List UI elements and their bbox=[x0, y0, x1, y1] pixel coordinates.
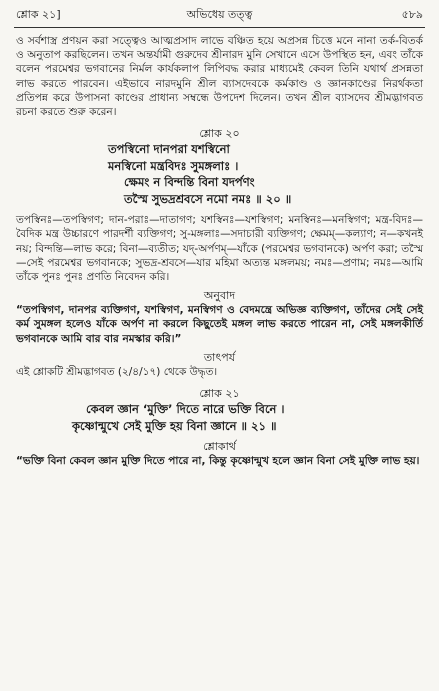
sloka-20-heading: শ্লোক ২০ bbox=[199, 127, 240, 141]
verse-line: কৃষ্ণোন্মুখে সেই মুক্তি হয় বিনা জ্ঞানে ॥ ২১ ॥ bbox=[72, 419, 277, 434]
page-number: ৫৮৯ bbox=[401, 8, 423, 21]
header-chapter-title: অভিধেয় তত্ত্ব bbox=[186, 8, 253, 21]
translation-label: অনুবাদ bbox=[203, 289, 236, 303]
sloka-20-verse bbox=[16, 141, 423, 207]
verse-line: তস্মৈ সুভদ্রশ্রবসে নমো নমঃ ॥ ২০ ॥ bbox=[124, 191, 292, 206]
sloka-21-heading: শ্লোক ২১ bbox=[199, 387, 240, 401]
running-header bbox=[16, 6, 423, 24]
verse-line: তপস্বিনো দানপরা যশস্বিনো bbox=[108, 142, 230, 157]
translation-text: “তপস্বিগণ, দানপর ব্যক্তিগণ, যশস্বিগণ, মনস্বিগণ ও বেদমন্ত্রে অভিজ্ঞ ব্যক্তিগণ, তাঁদের সেই সেই কর্ম সুমঙ্গল হলেও যাঁকে অর্পণ না করলে কিছুতেই মঙ্গল লাভ করতে পারেন না, সেই মঙ্গলকীর্তি ভগবানকে আমি বার বার নমস্কার করি।” bbox=[16, 304, 423, 345]
page-body bbox=[16, 34, 423, 468]
meaning-label: শ্লোকার্থ bbox=[203, 440, 236, 454]
sloka-21-verse bbox=[16, 401, 423, 435]
purport-text: এই শ্লোকটি শ্রীমদ্ভাগবত (২/৪/১৭) থেকে উদ্ধৃত। bbox=[16, 365, 218, 378]
verse-line: মনস্বিনো মন্ত্রবিদঃ সুমঙ্গলাঃ । bbox=[108, 158, 239, 173]
verse-line: ক্ষেমং ন বিন্দন্তি বিনা যদর্পণং bbox=[124, 175, 255, 190]
header-rule bbox=[14, 27, 425, 28]
meaning-text: “ভক্তি বিনা কেবল জ্ঞান মুক্তি দিতে পারে না, কিন্তু কৃষ্ণোন্মুখ হলে জ্ঞান বিনা সেই মুক্তি লাভ হয়। bbox=[16, 455, 420, 468]
purport-label: তাৎপর্য bbox=[203, 350, 236, 364]
verse-line: কেবল জ্ঞান ‘মুক্তি’ দিতে নারে ভক্তি বিনে । bbox=[86, 402, 285, 417]
header-verse-ref: শ্লোক ২১] bbox=[16, 8, 61, 21]
purport-continuation: ও সর্বশাস্ত্র প্রণয়ন করা সত্ত্বেও আত্মপ্রসাদ লাভে বঞ্চিত হয়ে অপ্রসন্ন চিত্তে মনে নানা তর্ক-বিতর্ক ও অনুতাপ করছিলেন। তখন অন্তর্যামী গুরুদেব শ্রীনারদ মুনি সেখানে এসে উপস্থিত হন, এবং তাঁকে বলেন পরমেশ্বর ভগবানের নির্মল কার্যকলাপ লিপিবদ্ধ করার মাধ্যমেই কেবল তিনি যথার্থ প্রসন্নতা লাভ করতে পারবেন। এইভাবে নারদমুনি শ্রীল ব্যাসদেবকে কর্মকাণ্ড ও জ্ঞানকাণ্ডের নিরর্থকতা প্রতিপন্ন করে উপাসনা কাণ্ডের প্রাধান্য সম্বন্ধে উপদেশ দিলেন। তখন শ্রীল ব্যাসদেব শ্রীমদ্ভাগবত রচনা করতে শুরু করেন। bbox=[16, 35, 423, 119]
word-for-word: তপস্বিনঃ—তপস্বিগণ; দান-পরাঃ—দাতাগণ; যশস্বিনঃ—যশস্বিগণ; মনস্বিনঃ—মনস্বিগণ; মন্ত্র-বিদঃ—বৈদিক মন্ত্র উচ্চারণে পারদর্শী ব্যক্তিগণ; সু-মঙ্গলাঃ—সদাচারী ব্যক্তিগণ; ক্ষেমম্—কল্যাণ; ন—কখনই নয়; বিন্দন্তি—লাভ করে; বিনা—ব্যতীত; যদ্-অর্পণম্—যাঁকে (পরমেশ্বর ভগবানকে) অর্পণ করা; তস্মৈ—সেই পরমেশ্বর ভগবানকে; সুভদ্র-শ্রবসে—যার মহিমা অত্যন্ত মঙ্গলময়; নমঃ—প্রণাম; নমঃ—আমি তাঁকে পুনঃ পুনঃ প্রণতি নিবেদন করি। bbox=[16, 214, 423, 284]
